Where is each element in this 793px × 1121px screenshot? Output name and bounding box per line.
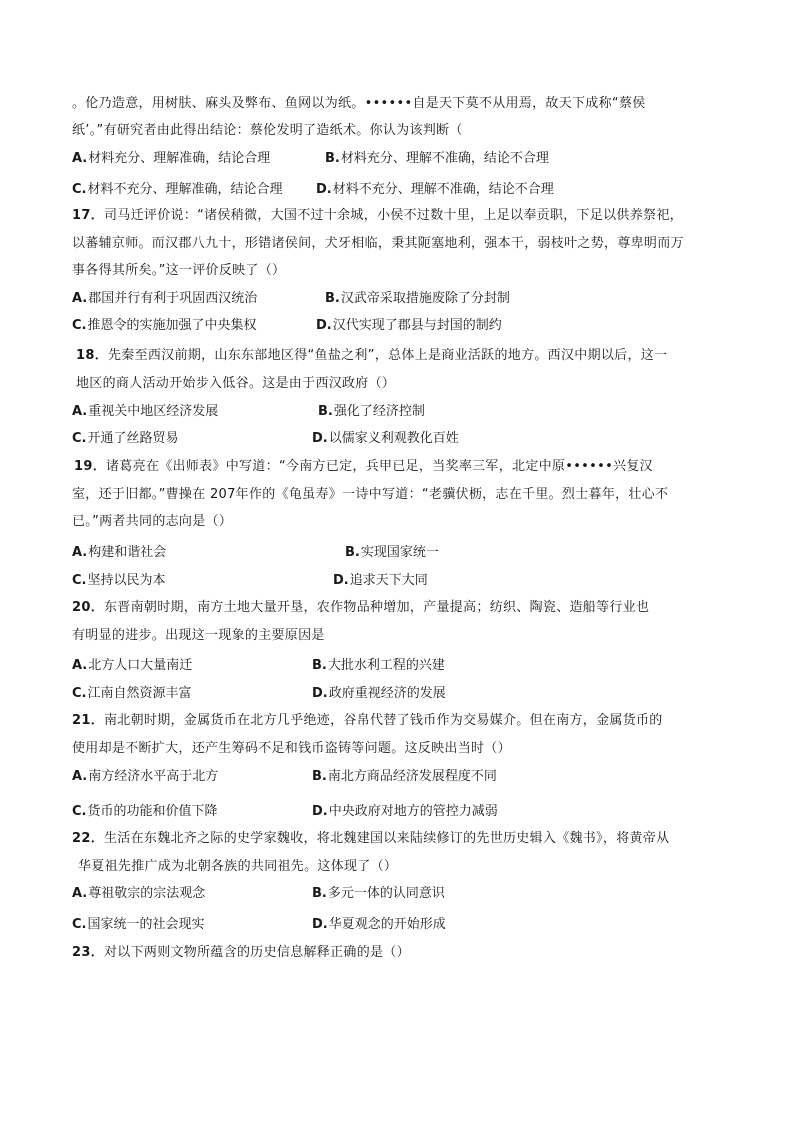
option-text: 多元一体的认同意识 bbox=[327, 886, 445, 901]
option-label: B. bbox=[318, 404, 333, 419]
question-text: 南北朝时期，金属货币在北方几乎绝迹，谷帛代替了钱币作为交易媒介。但在南方，金属货币的 bbox=[104, 713, 663, 728]
q20-option-b[interactable] bbox=[312, 656, 445, 676]
option-label: D. bbox=[333, 573, 349, 588]
option-label: B. bbox=[345, 545, 360, 560]
question-text: 司马迁评价说：“诸侯稍微，大国不过十余城，小侯不过数十里，上足以奉贡职，下足以供养祭祀， bbox=[104, 208, 683, 223]
q17-option-c[interactable] bbox=[72, 316, 257, 336]
option-text: 汉代实现了郡县与封国的制约 bbox=[332, 318, 502, 333]
option-label: C. bbox=[72, 431, 87, 446]
q18-option-b[interactable] bbox=[318, 402, 425, 422]
q20-option-a[interactable] bbox=[72, 656, 192, 676]
q20-text-line2: 有明显的进步。出现这一现象的主要原因是 bbox=[72, 628, 325, 643]
option-label: A. bbox=[72, 769, 88, 784]
option-text: 华夏观念的开始形成 bbox=[328, 917, 446, 932]
q16-option-c[interactable] bbox=[72, 180, 283, 200]
option-text: 推恩令的实施加强了中央集权 bbox=[87, 318, 257, 333]
q16-option-a[interactable] bbox=[72, 149, 270, 169]
option-text: 实现国家统一 bbox=[360, 545, 439, 560]
option-text: 南北方商品经济发展程度不同 bbox=[327, 769, 497, 784]
option-text: 材料充分、理解不准确，结论不合理 bbox=[340, 151, 549, 166]
option-text: 强化了经济控制 bbox=[333, 404, 425, 419]
option-label: C. bbox=[72, 573, 87, 588]
q22-option-c[interactable] bbox=[72, 915, 205, 935]
q18-option-a[interactable] bbox=[72, 402, 218, 422]
question-number: 17． bbox=[72, 208, 104, 223]
option-label: B. bbox=[312, 886, 327, 901]
q18-text-line2: 地区的商人活动开始步入低谷。这是由于西汉政府（） bbox=[76, 376, 396, 391]
q21-option-d[interactable] bbox=[312, 802, 498, 822]
q19-option-b[interactable] bbox=[345, 543, 439, 563]
q17-option-d[interactable] bbox=[316, 316, 502, 336]
question-text: 诸葛亮在《出师表》中写道：“今南方已定，兵甲已足，当奖率三军，北定中原••••••兴复汉 bbox=[106, 459, 653, 474]
option-label: C. bbox=[72, 686, 87, 701]
option-label: C. bbox=[72, 318, 87, 333]
option-label: B. bbox=[325, 151, 340, 166]
option-label: A. bbox=[72, 545, 88, 560]
q19-text-line3: 已。”两者共同的志向是（） bbox=[72, 514, 233, 529]
option-text: 货币的功能和价值下降 bbox=[87, 804, 218, 819]
q21-option-b[interactable] bbox=[312, 767, 497, 787]
q16-text-line1: 。伦乃造意，用树肤、麻头及弊布、鱼网以为纸。••••••自是天下莫不从用焉，故天下成称“蔡侯 bbox=[72, 96, 646, 111]
question-number: 18． bbox=[76, 348, 108, 363]
question-number: 21． bbox=[72, 713, 104, 728]
q19-text-line1 bbox=[74, 457, 653, 477]
q22-option-d[interactable] bbox=[312, 915, 446, 935]
q17-text-line3: 事各得其所矣。”这一评价反映了（） bbox=[72, 263, 286, 278]
option-text: 南方经济水平高于北方 bbox=[88, 769, 219, 784]
option-text: 材料不充分、理解不准确，结论不合理 bbox=[332, 182, 554, 197]
q19-option-a[interactable] bbox=[72, 543, 166, 563]
question-number: 22． bbox=[72, 831, 104, 846]
option-label: D. bbox=[312, 917, 328, 932]
q17-text-line2: 以蕃辅京师。而汉郡八九十，形错诸侯间，犬牙相临，秉其阨塞地利，强本干，弱枝叶之势，尊卑明而万 bbox=[72, 236, 684, 251]
q17-option-b[interactable] bbox=[325, 289, 510, 309]
q17-option-a[interactable] bbox=[72, 289, 257, 309]
q18-option-c[interactable] bbox=[72, 429, 179, 449]
question-text: 生活在东魏北齐之际的史学家魏收，将北魏建国以来陆续修订的先世历史辑入《魏书》，将黄帝从 bbox=[104, 831, 670, 846]
option-text: 郡国并行有利于巩固西汉统治 bbox=[88, 291, 258, 306]
option-label: A. bbox=[72, 291, 88, 306]
q21-option-c[interactable] bbox=[72, 802, 218, 822]
q18-option-d[interactable] bbox=[312, 429, 459, 449]
option-label: C. bbox=[72, 804, 87, 819]
q21-text-line2: 使用却是不断扩大，还产生筹码不足和钱币盗铸等问题。这反映出当时（） bbox=[72, 741, 511, 756]
option-label: D. bbox=[316, 318, 332, 333]
q21-text-line1 bbox=[72, 711, 663, 731]
q16-text-line2: 纸’。”有研究者由此得出结论：蔡伦发明了造纸术。你认为该判断（ bbox=[72, 123, 463, 138]
option-label: A. bbox=[72, 886, 88, 901]
q19-option-c[interactable] bbox=[72, 571, 166, 591]
question-number: 20． bbox=[72, 600, 104, 615]
option-label: C. bbox=[72, 917, 87, 932]
option-text: 中央政府对地方的管控力减弱 bbox=[328, 804, 498, 819]
q17-text-line1 bbox=[72, 206, 683, 226]
question-text: 先秦至西汉前期，山东东部地区得“鱼盐之利”，总体上是商业活跃的地方。西汉中期以后，这一 bbox=[108, 348, 668, 363]
option-text: 以儒家义利观教化百姓 bbox=[328, 431, 459, 446]
option-label: C. bbox=[72, 182, 87, 197]
q20-text-line1 bbox=[72, 598, 649, 618]
option-label: A. bbox=[72, 658, 88, 673]
option-label: A. bbox=[72, 404, 88, 419]
option-text: 政府重视经济的发展 bbox=[328, 686, 446, 701]
option-text: 坚持以民为本 bbox=[87, 573, 166, 588]
option-text: 国家统一的社会现实 bbox=[87, 917, 205, 932]
option-text: 尊祖敬宗的宗法观念 bbox=[88, 886, 206, 901]
option-label: D. bbox=[312, 431, 328, 446]
option-text: 构建和谐社会 bbox=[88, 545, 167, 560]
option-label: D. bbox=[316, 182, 332, 197]
option-label: B. bbox=[325, 291, 340, 306]
option-text: 追求天下大同 bbox=[349, 573, 428, 588]
option-label: D. bbox=[312, 804, 328, 819]
option-text: 材料充分、理解准确，结论合理 bbox=[88, 151, 271, 166]
option-text: 北方人口大量南迁 bbox=[88, 658, 193, 673]
option-text: 大批水利工程的兴建 bbox=[327, 658, 445, 673]
option-label: D. bbox=[312, 686, 328, 701]
q22-option-a[interactable] bbox=[72, 884, 205, 904]
q20-option-c[interactable] bbox=[72, 684, 192, 704]
q19-option-d[interactable] bbox=[333, 571, 428, 591]
q20-option-d[interactable] bbox=[312, 684, 446, 704]
q23-text-line1 bbox=[72, 943, 410, 963]
option-text: 江南自然资源丰富 bbox=[87, 686, 192, 701]
q16-option-b[interactable] bbox=[325, 149, 549, 169]
question-text: 东晋南朝时期，南方土地大量开垦，农作物品种增加，产量提高；纺织、陶瓷、造船等行业也 bbox=[104, 600, 650, 615]
q18-text-line1 bbox=[76, 346, 667, 366]
option-text: 开通了丝路贸易 bbox=[87, 431, 179, 446]
option-text: 材料不充分、理解准确，结论合理 bbox=[87, 182, 283, 197]
option-text: 汉武帝采取措施废除了分封制 bbox=[340, 291, 510, 306]
option-label: B. bbox=[312, 769, 327, 784]
option-label: A. bbox=[72, 151, 88, 166]
q22-option-b[interactable] bbox=[312, 884, 445, 904]
question-number: 23． bbox=[72, 945, 104, 960]
option-text: 重视关中地区经济发展 bbox=[88, 404, 219, 419]
q19-text-line2: 室，还于旧都。”曹操在 207年作的《龟虽寿》一诗中写道：“老骥伏枥，志在千里。烈士暮年，壮心不 bbox=[72, 487, 669, 502]
q21-option-a[interactable] bbox=[72, 767, 218, 787]
question-number: 19． bbox=[74, 459, 106, 474]
q16-option-d[interactable] bbox=[316, 180, 554, 200]
option-label: B. bbox=[312, 658, 327, 673]
question-text: 对以下两则文物所蕴含的历史信息解释正确的是（） bbox=[104, 945, 410, 960]
q22-text-line2: 华夏祖先推广成为北朝各族的共同祖先。这体现了（） bbox=[78, 859, 398, 874]
q22-text-line1 bbox=[72, 829, 669, 849]
